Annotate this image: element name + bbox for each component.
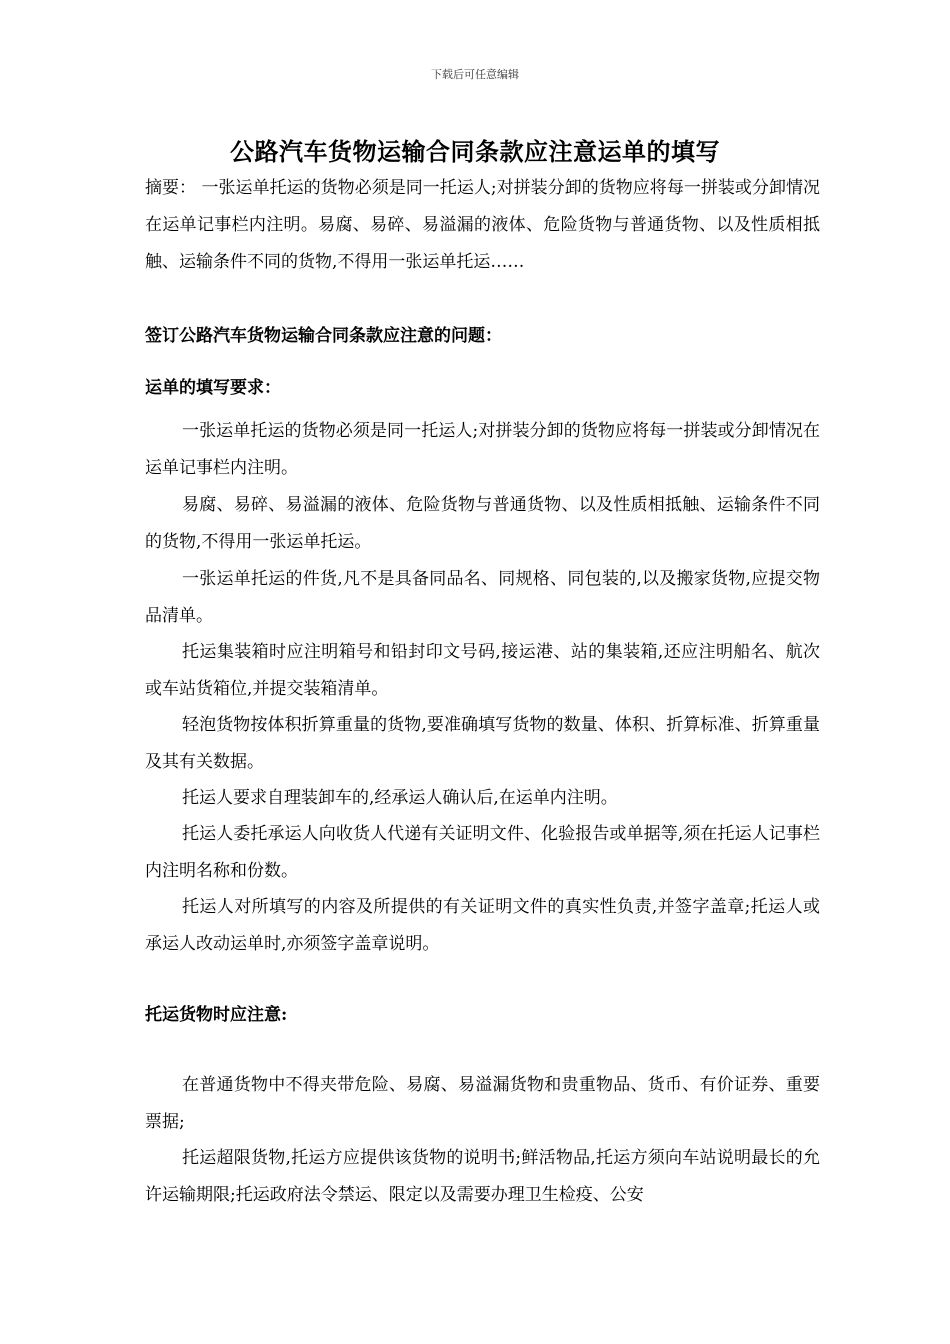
section-heading-contract-issues: 签订公路汽车货物运输合同条款应注意的问题： xyxy=(145,326,502,346)
note-paragraph: 托运超限货物,托运方应提供该货物的说明书;鲜活物品,托运方须向车站说明最长的允许运输期限;托运政府法令禁运、限定以及需要办理卫生检疫、公安 xyxy=(145,1148,820,1205)
document-title: 公路汽车货物运输合同条款应注意运单的填写 xyxy=(230,137,720,166)
abstract-text: 一张运单托运的货物必须是同一托运人;对拼装分卸的货物应将每一拼装或分卸情况在运单记事栏内注明。易腐、易碎、易溢漏的液体、危险货物与普通货物、以及性质相抵触、运输条件不同的货物,不得用一张运单托运…… xyxy=(145,178,821,272)
requirement-paragraph: 轻泡货物按体积折算重量的货物,要准确填写货物的数量、体积、折算标准、折算重量及其有关数据。 xyxy=(145,715,820,772)
requirement-paragraph: 托运人对所填写的内容及所提供的有关证明文件的真实性负责,并签字盖章;托运人或承运人改动运单时,亦须签字盖章说明。 xyxy=(145,897,820,954)
section-heading-shipping-notes: 托运货物时应注意: xyxy=(145,1005,288,1025)
requirement-paragraph: 一张运单托运的件货,凡不是具备同品名、同规格、同包装的,以及搬家货物,应提交物品清单。 xyxy=(145,569,820,626)
note-paragraph: 在普通货物中不得夹带危险、易腐、易溢漏货物和贵重物品、货币、有价证券、重要票据; xyxy=(145,1075,820,1132)
requirement-paragraph: 一张运单托运的货物必须是同一托运人;对拼装分卸的货物应将每一拼装或分卸情况在运单记事栏内注明。 xyxy=(145,421,820,478)
requirement-paragraph: 托运人委托承运人向收货人代递有关证明文件、化验报告或单据等,须在托运人记事栏内注明名称和份数。 xyxy=(145,824,820,881)
header-note: 下载后可任意编辑 xyxy=(431,68,519,81)
abstract-label: 摘要： xyxy=(145,178,197,198)
requirement-paragraph: 托运集装箱时应注明箱号和铅封印文号码,接运港、站的集装箱,还应注明船名、航次或车站货箱位,并提交装箱清单。 xyxy=(145,642,820,699)
requirement-paragraph: 易腐、易碎、易溢漏的液体、危险货物与普通货物、以及性质相抵触、运输条件不同的货物,不得用一张运单托运。 xyxy=(145,495,820,552)
requirement-paragraph: 托运人要求自理装卸车的,经承运人确认后,在运单内注明。 xyxy=(182,788,618,808)
section-heading-waybill-requirements: 运单的填写要求： xyxy=(145,378,281,398)
abstract-paragraph xyxy=(145,170,820,281)
